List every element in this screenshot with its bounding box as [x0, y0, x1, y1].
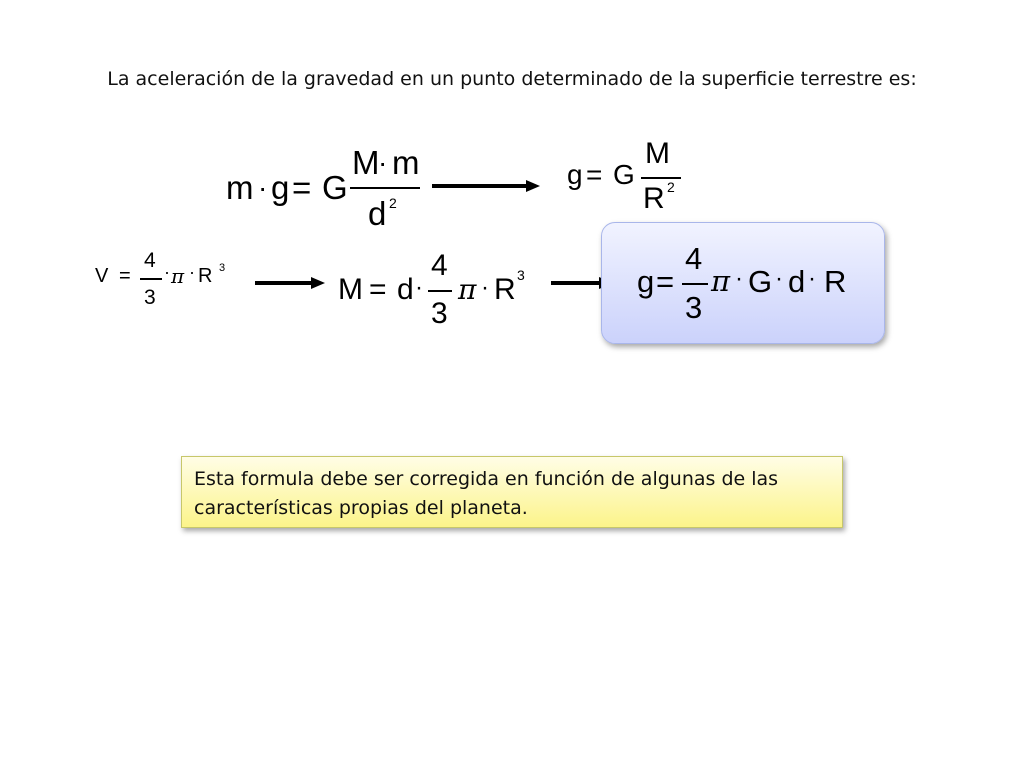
numerator-4: 4: [144, 249, 156, 272]
equals-sign: =: [656, 264, 675, 299]
exponent-3: 3: [219, 262, 226, 274]
numerator-M: M: [645, 137, 670, 170]
fraction-bar: [641, 177, 681, 179]
symbol-G: G: [613, 159, 635, 190]
correction-note-text: Esta formula debe ser corregida en función de algunas de las características propias del planeta.: [194, 468, 779, 519]
arrow-right-icon: [430, 176, 542, 196]
equals-sign: =: [292, 169, 312, 206]
symbol-M: M: [338, 273, 363, 306]
dot-operator: ·: [775, 265, 783, 292]
denominator-3: 3: [144, 286, 156, 309]
numerator-4: 4: [685, 241, 703, 276]
numerator-M: M: [352, 144, 380, 181]
symbol-g: g: [567, 159, 583, 190]
symbol-pi: π: [711, 264, 731, 298]
symbol-d: d: [397, 273, 414, 306]
numerator-m: m: [392, 144, 420, 181]
fraction-bar: [682, 283, 708, 285]
dot-operator: ·: [481, 274, 489, 301]
symbol-G: G: [748, 264, 773, 299]
fraction-bar: [140, 278, 162, 280]
symbol-R: R: [198, 265, 213, 287]
denominator-d: d: [368, 195, 387, 232]
dot-operator: ·: [164, 262, 170, 282]
exponent-3: 3: [517, 267, 525, 283]
equals-sign: =: [369, 273, 387, 306]
symbol-V: V: [95, 265, 109, 287]
denominator-3: 3: [431, 297, 448, 330]
dot-operator: ·: [189, 262, 195, 282]
equals-sign: =: [586, 159, 603, 190]
fraction-bar: [350, 187, 420, 189]
numerator-4: 4: [431, 249, 448, 282]
symbol-R: R: [824, 264, 847, 299]
dot-operator: ·: [735, 265, 743, 292]
symbol-m: m: [226, 169, 254, 206]
denominator-exponent: 2: [389, 195, 397, 211]
dot-operator: ·: [415, 274, 423, 301]
arrow-right-icon: [253, 273, 327, 293]
intro-text: La aceleración de la gravedad en un punto determinado de la superficie terrestre es:: [107, 68, 917, 90]
denominator-3: 3: [685, 290, 703, 325]
symbol-g: g: [271, 169, 290, 206]
symbol-pi: π: [458, 273, 477, 306]
symbol-R: R: [494, 273, 516, 306]
symbol-d: d: [788, 264, 806, 299]
numerator-dot: ·: [378, 147, 388, 178]
correction-note: [181, 456, 843, 528]
fraction-bar: [428, 290, 452, 292]
equals-sign: =: [119, 265, 131, 287]
denominator-exponent: 2: [667, 179, 675, 195]
dot-operator: ·: [808, 265, 816, 292]
symbol-G: G: [322, 169, 348, 206]
symbol-g: g: [637, 264, 655, 299]
symbol-pi: π: [171, 264, 185, 288]
dot-operator: ·: [258, 172, 268, 203]
denominator-R: R: [643, 182, 665, 215]
